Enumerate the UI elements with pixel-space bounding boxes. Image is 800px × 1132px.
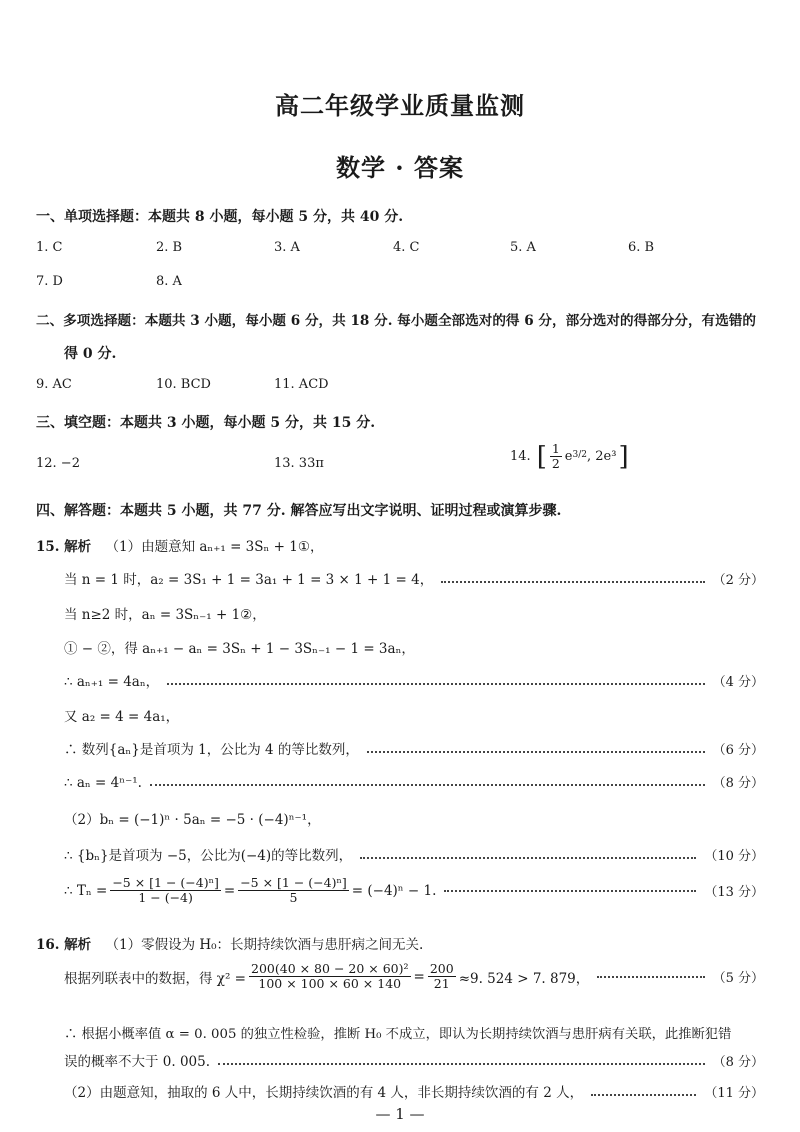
q15-equals: =: [223, 882, 236, 899]
q15-fraction-2: [238, 876, 349, 906]
q16-block: [36, 933, 423, 953]
q15-row7: [64, 738, 764, 758]
q15-row10: [64, 844, 764, 864]
answer-13: 13. 33π: [274, 456, 324, 471]
q15-score8: （8 分）: [712, 776, 764, 791]
leader-dots: [360, 856, 696, 859]
q15-label: 15. 解析: [36, 539, 92, 555]
q15-score10: （10 分）: [704, 849, 764, 864]
q16-frac1-numerator: 200(40 × 80 − 20 × 60)²: [251, 961, 409, 976]
answer-14-fraction: [550, 442, 562, 472]
q15-line7: ∴ 数列{aₙ}是首项为 1，公比为 4 的等比数列，: [64, 742, 359, 758]
q15-line2: 当 n = 1 时，a₂ = 3S₁ + 1 = 3a₁ + 1 = 3 × 1 + 1 = 4，: [64, 572, 434, 588]
q15-line1: （1）由题意知 aₙ₊₁ = 3Sₙ + 1①，: [105, 539, 324, 555]
q16-fraction-1: [249, 962, 411, 992]
answer-10: 10. BCD: [156, 377, 211, 392]
q16-label: 16. 解析: [36, 937, 92, 953]
answer-9: 9. AC: [36, 377, 72, 392]
q15-line4: ① − ②，得 aₙ₊₁ − aₙ = 3Sₙ + 1 − 3Sₙ₋₁ − 1 = 3aₙ，: [64, 641, 415, 657]
q16-equals: =: [413, 968, 425, 985]
q16-row5: [64, 1081, 764, 1101]
answer-5: 5. A: [510, 240, 536, 255]
q15-frac1-numerator: −5 × [1 − (−4)ⁿ]: [112, 875, 219, 890]
q16-line5: （2）由题意知，抽取的 6 人中，长期持续饮酒的有 4 人，非长期持续饮酒的有 2 人，: [64, 1085, 584, 1101]
q15-row8: [64, 772, 764, 791]
q15-frac2-denominator: 5: [289, 890, 298, 906]
section2-header: 二、多项选择题：本题共 3 小题，每小题 6 分，共 18 分. 每小题全部选对的得 6 分，部分选对的得部分分，有选错的: [36, 313, 756, 329]
q15-line9: （2）bₙ = (−1)ⁿ · 5aₙ = −5 · (−4)ⁿ⁻¹，: [64, 812, 321, 828]
q15-line10: ∴ {bₙ}是首项为 −5，公比为(−4)的等比数列，: [64, 848, 353, 864]
leader-dots: [167, 682, 704, 685]
q16-frac2-denominator: 21: [433, 976, 450, 992]
q16-score2: （5 分）: [712, 971, 764, 987]
section4-header: 四、解答题：本题共 5 小题，共 77 分. 解答应写出文字说明、证明过程或演算步骤.: [36, 503, 562, 519]
right-bracket: ]: [618, 441, 629, 472]
section2-header-cont: 得 0 分.: [64, 346, 117, 362]
q15-score2: （2 分）: [712, 573, 764, 588]
q16-row2: [64, 962, 764, 992]
q15-line6: 又 a₂ = 4 = 4a₁，: [64, 709, 180, 725]
left-bracket: [: [536, 441, 547, 472]
leader-dots: [218, 1062, 705, 1065]
leader-dots: [591, 1093, 696, 1096]
q15-line5: ∴ aₙ₊₁ = 4aₙ，: [64, 674, 160, 690]
q16-frac2-numerator: 200: [429, 961, 454, 976]
section3-header: 三、填空题：本题共 3 小题，每小题 5 分，共 15 分.: [36, 415, 376, 431]
q15-row2: [64, 568, 764, 588]
answer-11: 11. ACD: [274, 377, 329, 392]
answer-7: 7. D: [36, 274, 63, 289]
q15-score7: （6 分）: [712, 743, 764, 758]
answer-14-exponent: 3/2: [572, 449, 587, 460]
answer-12: 12. −2: [36, 456, 80, 471]
q16-fraction-2: [428, 962, 456, 992]
answer-14-numerator: 1: [551, 441, 560, 456]
q16-row4: [64, 1050, 764, 1070]
q16-score4: （8 分）: [712, 1055, 764, 1070]
q16-line1: （1）零假设为 H₀：长期持续饮酒与患肝病之间无关.: [105, 937, 424, 953]
q15-line8: ∴ aₙ = 4ⁿ⁻¹.: [64, 775, 142, 791]
q16-line3: ∴ 根据小概率值 α = 0. 005 的独立性检验，推断 H₀ 不成立，即认为长期持续饮酒与患肝病有关联，此推断犯错: [64, 1027, 732, 1042]
answer-8: 8. A: [156, 274, 182, 289]
leader-dots: [150, 783, 705, 786]
q15-frac2-numerator: −5 × [1 − (−4)ⁿ]: [240, 875, 347, 890]
q15-block: [36, 535, 323, 555]
q15-line3: 当 n≥2 时，aₙ = 3Sₙ₋₁ + 1②，: [64, 607, 266, 623]
leader-dots: [597, 975, 704, 978]
answer-14: [510, 442, 629, 472]
q15-frac1-denominator: 1 − (−4): [138, 890, 193, 906]
answer-6: 6. B: [628, 240, 655, 255]
section1-header: 一、单项选择题：本题共 8 小题，每小题 5 分，共 40 分.: [36, 209, 404, 225]
answer-14-label: 14.: [510, 449, 531, 465]
leader-dots: [367, 750, 705, 753]
answer-4: 4. C: [393, 240, 420, 255]
answer-1: 1. C: [36, 240, 63, 255]
q15-score11: （13 分）: [704, 885, 764, 901]
q15-line11-pre: ∴ Tₙ =: [64, 882, 108, 899]
q15-fraction-1: [110, 876, 221, 906]
q15-score5: （4 分）: [712, 675, 764, 690]
q15-row5: [64, 670, 764, 690]
q16-line4: 误的概率不大于 0. 005.: [64, 1054, 211, 1070]
answer-14-rest: , 2e³: [586, 449, 617, 465]
q15-line11-post: = (−4)ⁿ − 1.: [351, 882, 437, 899]
answer-14-denominator: 2: [551, 456, 560, 472]
q16-line2-post: ≈9. 524 > 7. 879，: [458, 970, 590, 987]
page-subtitle: 数学 · 答案: [335, 153, 465, 182]
q16-score5: （11 分）: [704, 1086, 764, 1101]
answer-2: 2. B: [156, 240, 183, 255]
page-title: 高二年级学业质量监测: [275, 91, 525, 120]
leader-dots: [444, 889, 696, 892]
answer-3: 3. A: [274, 240, 300, 255]
leader-dots: [441, 580, 704, 583]
page-number: — 1 —: [375, 1105, 425, 1123]
q16-line2-pre: 根据列联表中的数据，得 χ² =: [64, 970, 246, 987]
q16-frac1-denominator: 100 × 100 × 60 × 140: [258, 976, 402, 992]
q15-row11: [64, 876, 764, 906]
answer-14-e: e: [564, 449, 573, 465]
